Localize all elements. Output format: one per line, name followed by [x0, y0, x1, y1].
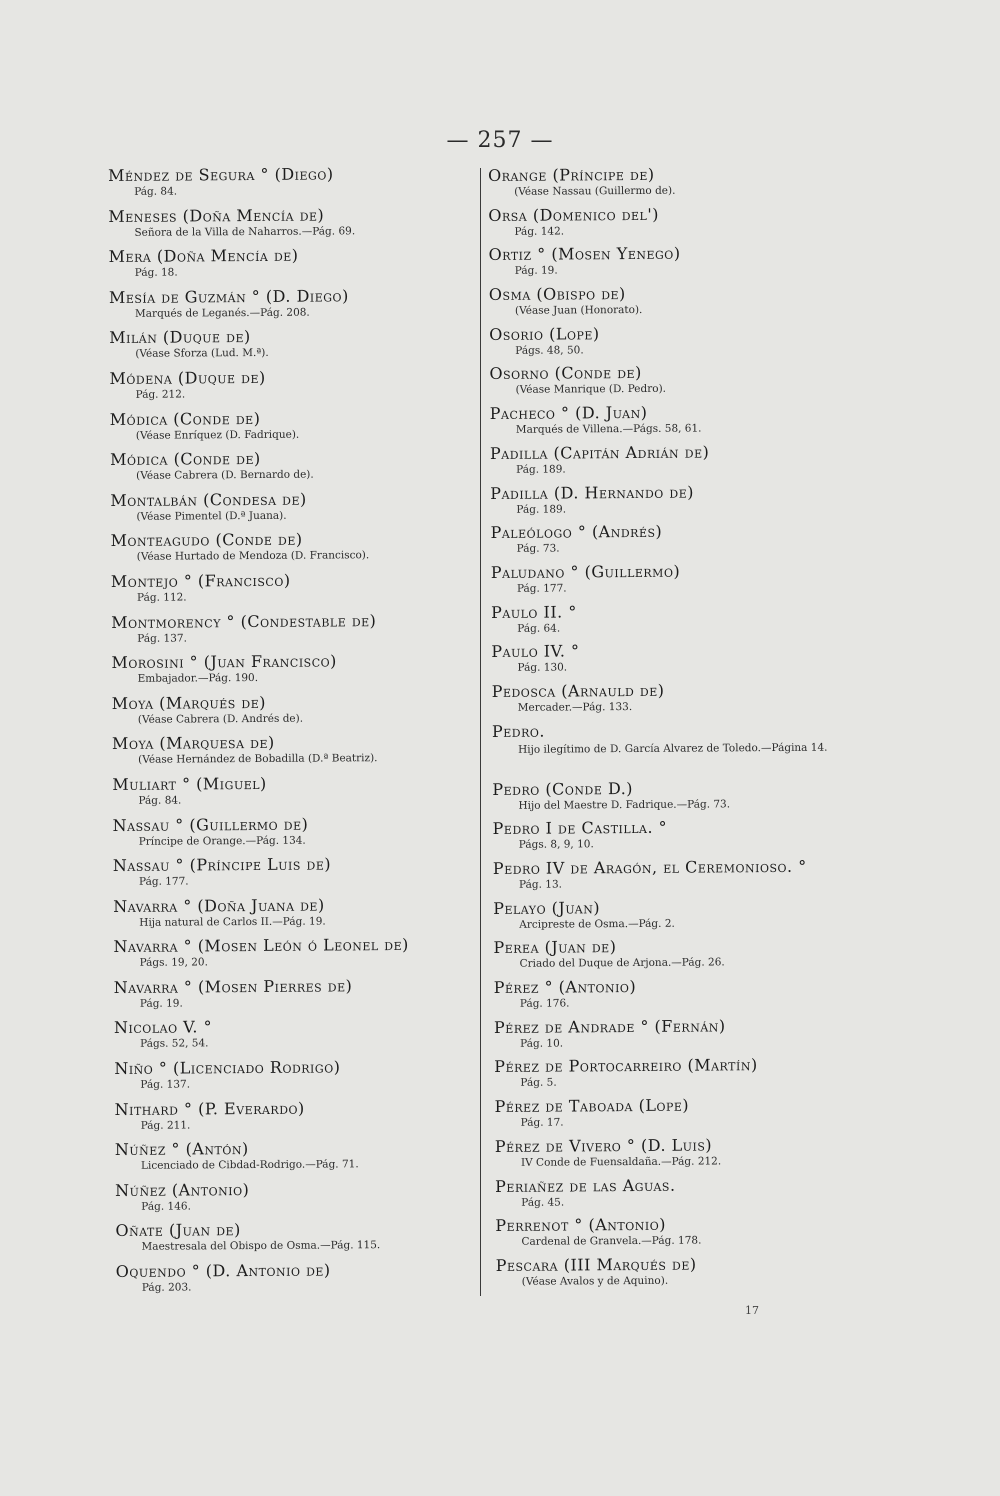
entry-heading: Nithard ° (P. Everardo)	[114, 1098, 305, 1119]
entry-heading: Ortiz ° (Mosen Yenego)	[488, 244, 681, 265]
index-entry	[490, 483, 870, 525]
entry-heading: Núñez (Antonio)	[115, 1179, 250, 1200]
entry-heading: Nassau ° (Príncipe Luis de)	[112, 854, 332, 876]
entry-reference: Maestresala del Obispo de Osma.—Pág. 115.	[141, 1239, 381, 1254]
entry-heading: Pacheco ° (D. Juan)	[489, 403, 648, 424]
entry-heading: Padilla (D. Hernando de)	[490, 482, 695, 503]
entry-reference: Págs. 48, 50.	[515, 344, 584, 357]
index-entry	[116, 1262, 461, 1305]
index-entry	[489, 324, 869, 366]
entry-reference: Pág. 10.	[520, 1037, 564, 1050]
entry-reference: Pág. 5.	[520, 1076, 557, 1090]
index-entry	[495, 1096, 875, 1138]
entry-heading: Pedro.	[491, 721, 546, 741]
index-column-left	[108, 166, 461, 1305]
entry-reference: Embajador.—Pág. 190.	[137, 672, 259, 685]
entry-heading: Pedro (Conde D.)	[492, 778, 634, 799]
entry-reference: Hija natural de Carlos II.—Pág. 19.	[139, 915, 326, 929]
index-entry	[109, 328, 454, 371]
entry-reference: Marqués de Leganés.—Pág. 208.	[134, 306, 310, 320]
entry-heading: Méndez de Segura ° (Diego)	[107, 164, 334, 185]
entry-heading: Navarra ° (Mosen León ó Leonel de)	[113, 935, 409, 957]
entry-heading: Núñez ° (Antón)	[114, 1139, 249, 1160]
index-entry	[113, 856, 458, 899]
index-entry	[490, 403, 870, 445]
entry-reference: (Véase Cabrera (D. Bernardo de).	[136, 468, 314, 482]
index-entry	[112, 734, 457, 777]
entry-heading: Paleólogo ° (Andrés)	[490, 521, 663, 543]
entry-reference: Págs. 8, 9, 10.	[518, 838, 594, 852]
index-entry	[492, 681, 872, 723]
entry-reference: Arcipreste de Osma.—Pág. 2.	[519, 917, 675, 931]
index-entry	[495, 1216, 875, 1258]
entry-reference: Mercader.—Pág. 133.	[517, 700, 633, 714]
index-entry	[494, 1057, 874, 1099]
entry-reference: Págs. 52, 54.	[140, 1037, 209, 1051]
index-column-right	[488, 165, 876, 1297]
entry-reference: Pág. 212.	[135, 388, 186, 401]
index-entry	[495, 1136, 875, 1178]
entry-heading: Osorio (Lope)	[489, 323, 600, 344]
index-entry	[491, 562, 871, 604]
entry-reference: Pág. 17.	[520, 1116, 564, 1129]
entry-heading: Pedosca (Arnauld de)	[491, 680, 665, 701]
entry-reference: Pág. 142.	[514, 225, 565, 238]
entry-heading: Pérez de Vivero ° (D. Luis)	[494, 1135, 713, 1156]
entry-heading: Osma (Obispo de)	[488, 284, 626, 305]
entry-heading: Pérez de Andrade ° (Fernán)	[493, 1016, 726, 1037]
index-entry	[108, 206, 453, 249]
entry-heading: Moya (Marqués de)	[111, 692, 267, 713]
entry-heading: Milán (Duque de)	[109, 327, 251, 348]
entry-heading: Mesía de Guzmán ° (D. Diego)	[108, 286, 349, 307]
index-entry	[112, 693, 457, 736]
entry-reference: Hijo ilegítimo de D. García Alvarez de Toledo.—Página 14.	[518, 741, 828, 756]
entry-reference: Pág. 45.	[521, 1195, 565, 1209]
entry-heading: Morosini ° (Juan Francisco)	[111, 651, 337, 673]
index-entry	[110, 409, 455, 452]
entry-reference: (Véase Juan (Honorato).	[514, 303, 643, 317]
index-entry	[494, 977, 874, 1019]
index-entry	[493, 858, 873, 900]
entry-reference: (Véase Enríquez (D. Fadrique).	[135, 428, 300, 442]
index-entry	[114, 1059, 459, 1102]
entry-reference: (Véase Nassau (Guillermo de).	[514, 184, 676, 198]
index-entry	[111, 612, 456, 655]
index-entry	[115, 1221, 460, 1264]
entry-reference: (Véase Cabrera (D. Andrés de).	[137, 712, 304, 726]
entry-reference: IV Conde de Fuensaldaña.—Pág. 212.	[520, 1155, 722, 1169]
index-entry	[492, 721, 872, 782]
index-entry	[115, 1180, 460, 1223]
entry-reference: Pág. 146.	[141, 1200, 191, 1213]
index-entry	[496, 1255, 876, 1297]
index-entry	[490, 523, 870, 565]
index-entry	[113, 896, 458, 939]
entry-heading: Orange (Príncipe de)	[487, 164, 655, 185]
entry-heading: Oñate (Juan de)	[115, 1220, 241, 1241]
entry-reference: Criado del Duque de Arjona.—Pág. 26.	[519, 956, 725, 971]
index-entry	[113, 815, 458, 858]
entry-heading: Pérez de Taboada (Lope)	[494, 1095, 690, 1117]
entry-heading: Niño ° (Licenciado Rodrigo)	[114, 1057, 341, 1079]
entry-heading: Mera (Doña Mencía de)	[108, 245, 299, 267]
index-entry	[494, 1017, 874, 1059]
entry-heading: Módena (Duque de)	[109, 367, 266, 388]
entry-reference: Pág. 64.	[517, 622, 561, 635]
entry-heading: Nicolao V. °	[113, 1017, 213, 1038]
entry-reference: Pág. 137.	[140, 1078, 191, 1091]
entry-heading: Perea (Juan de)	[493, 937, 617, 958]
entry-reference: Pág. 18.	[134, 266, 178, 280]
entry-reference: Págs. 19, 20.	[139, 956, 208, 970]
entry-reference: (Véase Avalos y de Aquino).	[521, 1274, 669, 1288]
entry-reference: Pág. 177.	[138, 875, 189, 888]
index-entry	[112, 774, 457, 817]
index-entry	[115, 1140, 460, 1183]
entry-reference: Pág. 19.	[139, 997, 183, 1010]
entry-reference: Pág. 203.	[141, 1281, 192, 1294]
entry-heading: Muliart ° (Miguel)	[112, 773, 267, 794]
page-number: — 257 —	[446, 128, 554, 153]
entry-heading: Paulo II. °	[491, 601, 577, 622]
index-entry	[114, 1018, 459, 1061]
entry-heading: Nassau ° (Guillermo de)	[112, 814, 309, 835]
entry-heading: Paludano ° (Guillermo)	[490, 561, 681, 582]
index-entry	[491, 602, 871, 644]
entry-heading: Montmorency ° (Condestable de)	[111, 610, 377, 632]
entry-heading: Navarra ° (Doña Juana de)	[113, 895, 325, 916]
entry-heading: Montejo ° (Francisco)	[110, 570, 291, 591]
index-entry	[111, 653, 456, 696]
entry-heading: Moya (Marquesa de)	[111, 733, 275, 754]
index-entry	[495, 1176, 875, 1218]
index-entry	[111, 531, 456, 574]
entry-heading: Pelayo (Juan)	[493, 897, 601, 918]
entry-heading: Monteagudo (Conde de)	[110, 529, 303, 551]
index-entry	[493, 898, 873, 940]
entry-reference: (Véase Manrique (D. Pedro).	[515, 383, 667, 397]
index-entry	[489, 284, 869, 326]
entry-reference: Pág. 84.	[134, 185, 178, 198]
entry-heading: Módica (Conde de)	[109, 449, 261, 470]
entry-heading: Padilla (Capitán Adrián de)	[489, 442, 710, 463]
entry-heading: Perrenot ° (Antonio)	[495, 1214, 667, 1236]
entry-reference: (Véase Sforza (Lud. M.ª).	[135, 347, 269, 361]
index-entry	[492, 779, 872, 821]
index-entry	[488, 165, 868, 207]
entry-reference: Pág. 189.	[516, 502, 567, 516]
entry-reference: Pág. 137.	[137, 631, 187, 645]
index-entry	[110, 450, 455, 493]
entry-reference: Pág. 211.	[140, 1119, 191, 1132]
index-entry	[110, 490, 455, 533]
index-entry	[109, 287, 454, 330]
entry-heading: Pérez ° (Antonio)	[493, 977, 637, 998]
index-entry	[114, 977, 459, 1020]
index-entry	[111, 572, 456, 615]
entry-reference: Marqués de Villena.—Págs. 58, 61.	[515, 422, 702, 436]
entry-reference: Licenciado de Cibdad-Rodrigo.—Pág. 71.	[140, 1158, 359, 1173]
index-entry	[489, 364, 869, 406]
entry-reference: Hijo del Maestre D. Fadrique.—Pág. 73.	[518, 797, 731, 812]
entry-reference: Príncipe de Orange.—Pág. 134.	[138, 834, 306, 848]
entry-heading: Oquendo ° (D. Antonio de)	[115, 1260, 331, 1282]
entry-reference: Pág. 189.	[516, 463, 566, 476]
entry-reference: (Véase Hernández de Bobadilla (D.ª Beatriz).	[138, 752, 378, 767]
entry-reference: Pág. 73.	[516, 542, 560, 555]
signature-number: 17	[745, 1304, 759, 1317]
entry-reference: Pág. 13.	[518, 878, 562, 891]
entry-heading: Pedro I de Castilla. °	[492, 818, 668, 839]
index-entry	[108, 166, 453, 209]
entry-heading: Pescara (III Marqués de)	[495, 1254, 697, 1275]
index-entry	[491, 642, 871, 684]
entry-reference: Cardenal de Granvela.—Pág. 178.	[521, 1234, 702, 1248]
entry-heading: Periañez de las Aguas.	[495, 1175, 676, 1196]
entry-heading: Osorno (Conde de)	[489, 363, 642, 384]
index-entry	[109, 247, 454, 290]
entry-heading: Meneses (Doña Mencía de)	[108, 205, 325, 226]
entry-reference: Pág. 176.	[519, 997, 570, 1010]
index-entry	[115, 1099, 460, 1142]
index-entry	[493, 938, 873, 980]
entry-reference: Pág. 84.	[138, 794, 182, 807]
entry-heading: Paulo IV. °	[491, 641, 580, 662]
entry-heading: Pedro IV de Aragón, el Ceremonioso. °	[492, 856, 807, 878]
index-entry	[489, 245, 869, 287]
entry-reference: (Véase Pimentel (D.ª Juana).	[136, 509, 287, 523]
index-entry	[109, 369, 454, 412]
entry-heading: Montalbán (Condesa de)	[110, 489, 307, 510]
entry-heading: Navarra ° (Mosen Pierres de)	[113, 976, 353, 997]
entry-reference: Pág. 177.	[516, 582, 567, 595]
index-entry	[490, 443, 870, 485]
column-divider	[480, 168, 481, 1296]
entry-reference: (Véase Hurtado de Mendoza (D. Francisco).	[136, 549, 370, 564]
entry-heading: Orsa (Domenico del')	[488, 204, 660, 225]
entry-reference: Señora de la Villa de Naharros.—Pág. 69.	[134, 224, 356, 239]
index-entry	[113, 937, 458, 980]
entry-reference: Pág. 112.	[136, 591, 187, 604]
entry-heading: Módica (Conde de)	[109, 408, 261, 429]
entry-reference: Pág. 19.	[514, 264, 558, 278]
entry-reference: Pág. 130.	[517, 661, 568, 675]
index-entry	[493, 819, 873, 861]
entry-heading: Pérez de Portocarreiro (Martín)	[494, 1055, 758, 1077]
index-entry	[488, 205, 868, 247]
